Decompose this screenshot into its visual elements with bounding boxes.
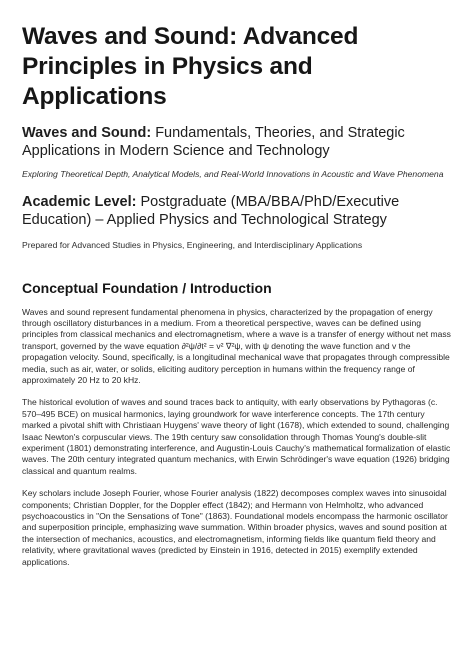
body-paragraph: Key scholars include Joseph Fourier, whose Fourier analysis (1822) decomposes complex waves into sinusoidal components; Christian Doppler, for the Doppler effect (1842); and Hermann von Helmholtz, who advanced psychoacoustics in "On the Sensations of Tone" (1863). Foundational models encompass the harmonic oscillator and superposition principle, emphasizing wave summation. Within broader physics, waves and sound position at the intersection of mechanics, acoustics, and electromagnetism, informing fields like quantum field theory and relativity, where gravitational waves (predicted by Einstein in 1916, detected in 2015) exemplify extended applications. [22, 488, 448, 567]
academic-level-label: Academic Level: [22, 193, 137, 210]
subtitle-text: Fundamentals, Theories, and Strategic Applications in Modern Science and Technology [22, 125, 405, 159]
subtitle-label: Waves and Sound: [22, 125, 152, 141]
body-paragraph: Waves and sound represent fundamental phenomena in physics, characterized by the propagation of energy through oscillatory disturbances in a medium. From a theoretical perspective, waves can be defined using principles from classical mechanics and electromagnetism, where a wave is a transfer of energy without net mass transport, governed by the wave equation ∂²ψ/∂t² = v² ∇²ψ, with ψ denoting the wave function and v the propagation velocity. Sound, specifically, is a longitudinal mechanical wave that propagates through compressible media, such as air, water, or solids, eliciting auditory perception in humans within the frequency range of approximately 20 Hz to 20 kHz. [22, 306, 451, 385]
tagline: Exploring Theoretical Depth, Analytical Models, and Real-World Innovations in Acoustic and Wave Phenomena [22, 169, 444, 179]
subtitle [22, 124, 452, 160]
section-heading: Conceptual Foundation / Introduction [22, 279, 272, 296]
prepared-for-note: Prepared for Advanced Studies in Physics, Engineering, and Interdisciplinary Applications [22, 239, 363, 250]
page-title: Waves and Sound: Advanced Principles in Physics and Applications [22, 23, 359, 110]
academic-level [22, 193, 452, 229]
body-paragraph: The historical evolution of waves and sound traces back to antiquity, with early observations by Pythagoras (c. 570–495 BCE) on musical harmonics, laying groundwork for wave interference concepts. The 17th century marked a pivotal shift with Christiaan Huygens' wave theory of light (1678), which extended to sound, challenging Isaac Newton's corpuscular views. The 19th century saw consolidation through Thomas Young's double-slit experiment (1801) demonstrating interference, and Augustin-Louis Cauchy's mathematical formalization of elastic waves. The 20th century integrated quantum mechanics, with Erwin Schrödinger's wave equation (1926) bridging classical and quantum realms. [22, 397, 451, 476]
academic-level-text: Postgraduate (MBA/BBA/PhD/Executive Education) – Applied Physics and Technological Strategy [22, 193, 400, 228]
